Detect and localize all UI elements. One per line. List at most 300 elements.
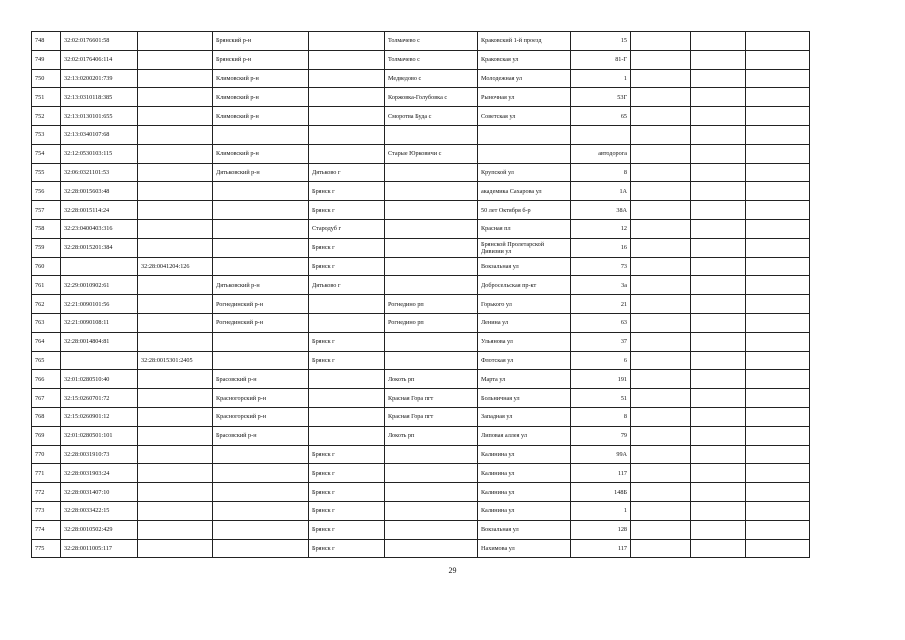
street-cell: Калинина ул [478, 445, 571, 464]
cadastral-number-alt-cell [138, 520, 213, 539]
street-cell: Марта ул [478, 370, 571, 389]
district-cell [213, 483, 309, 502]
cadastral-number-alt-cell [138, 125, 213, 144]
locality-cell [385, 182, 478, 201]
district-cell: Дятьковский р-н [213, 276, 309, 295]
table-row [32, 276, 876, 295]
row-number-cell: 755 [32, 163, 61, 182]
cadastral-number-cell: 32:06:0321101:53 [61, 163, 138, 182]
table-row [32, 295, 876, 314]
district-cell [213, 520, 309, 539]
extra-cell-3 [746, 426, 810, 445]
house-number-cell: 191 [571, 370, 631, 389]
house-number-cell: 99А [571, 445, 631, 464]
locality-cell [385, 201, 478, 220]
locality-cell [385, 332, 478, 351]
extra-cell-3 [746, 332, 810, 351]
table-row [32, 238, 876, 257]
extra-cell-3 [746, 276, 810, 295]
locality-cell: Толмачево с [385, 50, 478, 69]
extra-cell-3 [746, 50, 810, 69]
house-number-cell: 37 [571, 332, 631, 351]
extra-cell-3 [746, 257, 810, 276]
cadastral-number-cell: 32:28:0031903:24 [61, 464, 138, 483]
extra-cell-1 [631, 238, 691, 257]
table-row [32, 520, 876, 539]
extra-cell-2 [691, 295, 746, 314]
extra-cell-1 [631, 520, 691, 539]
cadastral-number-cell: 32:28:0015114:24 [61, 201, 138, 220]
extra-cell-1 [631, 107, 691, 126]
district-cell: Красногорский р-н [213, 407, 309, 426]
row-number-cell: 770 [32, 445, 61, 464]
extra-cell-3 [746, 370, 810, 389]
extra-cell-1 [631, 257, 691, 276]
district-cell [213, 201, 309, 220]
cadastral-number-alt-cell [138, 219, 213, 238]
cadastral-number-cell: 32:28:0010502:429 [61, 520, 138, 539]
house-number-cell: 128 [571, 520, 631, 539]
extra-cell-2 [691, 426, 746, 445]
house-number-cell: 73 [571, 257, 631, 276]
locality-cell [385, 351, 478, 370]
extra-cell-2 [691, 370, 746, 389]
locality-cell [385, 464, 478, 483]
street-cell: Краковская ул [478, 50, 571, 69]
city-cell [309, 144, 385, 163]
locality-cell: Красная Гора пгт [385, 389, 478, 408]
district-cell [213, 125, 309, 144]
house-number-cell: 81-Г [571, 50, 631, 69]
extra-cell-3 [746, 201, 810, 220]
extra-cell-3 [746, 219, 810, 238]
extra-cell-2 [691, 50, 746, 69]
extra-cell-1 [631, 182, 691, 201]
extra-cell-3 [746, 483, 810, 502]
city-cell: Брянск г [309, 483, 385, 502]
extra-cell-1 [631, 144, 691, 163]
extra-cell-2 [691, 520, 746, 539]
street-cell: Крупской ул [478, 163, 571, 182]
extra-cell-1 [631, 370, 691, 389]
extra-cell-2 [691, 88, 746, 107]
street-cell: Вокзальная ул [478, 520, 571, 539]
extra-cell-3 [746, 107, 810, 126]
district-cell: Брянский р-н [213, 32, 309, 51]
row-number-cell: 748 [32, 32, 61, 51]
table-row [32, 389, 876, 408]
city-cell: Брянск г [309, 445, 385, 464]
district-cell: Брасовский р-н [213, 426, 309, 445]
cadastral-number-alt-cell [138, 182, 213, 201]
cadastral-number-cell: 32:21:0090101:56 [61, 295, 138, 314]
extra-cell-2 [691, 313, 746, 332]
extra-cell-3 [746, 238, 810, 257]
extra-cell-1 [631, 50, 691, 69]
extra-cell-1 [631, 464, 691, 483]
table-row [32, 182, 876, 201]
house-number-cell: 16 [571, 238, 631, 257]
row-number-cell: 768 [32, 407, 61, 426]
locality-cell: Коржовка-Голубовка с [385, 88, 478, 107]
row-number-cell: 772 [32, 483, 61, 502]
extra-cell-2 [691, 539, 746, 558]
table-row [32, 257, 876, 276]
extra-cell-1 [631, 201, 691, 220]
locality-cell [385, 483, 478, 502]
house-number-cell: 65 [571, 107, 631, 126]
district-cell: Рогнединский р-н [213, 313, 309, 332]
house-number-cell: 53Г [571, 88, 631, 107]
cadastral-number-alt-cell [138, 332, 213, 351]
extra-cell-2 [691, 257, 746, 276]
row-number-cell: 757 [32, 201, 61, 220]
cadastral-number-alt-cell [138, 539, 213, 558]
row-number-cell: 756 [32, 182, 61, 201]
row-number-cell: 763 [32, 313, 61, 332]
locality-cell [385, 238, 478, 257]
table-row [32, 351, 876, 370]
row-number-cell: 775 [32, 539, 61, 558]
district-cell: Рогнединский р-н [213, 295, 309, 314]
row-number-cell: 764 [32, 332, 61, 351]
city-cell [309, 389, 385, 408]
city-cell: Брянск г [309, 351, 385, 370]
district-cell [213, 182, 309, 201]
table-row [32, 88, 876, 107]
street-cell: Нахимова ул [478, 539, 571, 558]
extra-cell-2 [691, 125, 746, 144]
street-cell: академика Сахарова ул [478, 182, 571, 201]
extra-cell-3 [746, 295, 810, 314]
house-number-cell: 63 [571, 313, 631, 332]
register-table [31, 31, 876, 558]
extra-cell-1 [631, 69, 691, 88]
table-row [32, 539, 876, 558]
extra-cell-1 [631, 407, 691, 426]
city-cell [309, 88, 385, 107]
extra-cell-3 [746, 389, 810, 408]
extra-cell-3 [746, 520, 810, 539]
city-cell: Брянск г [309, 520, 385, 539]
street-cell: Добросельская пр-кт [478, 276, 571, 295]
cadastral-number-alt-cell [138, 238, 213, 257]
district-cell: Климовский р-н [213, 107, 309, 126]
row-number-cell: 754 [32, 144, 61, 163]
city-cell: Дятьково г [309, 276, 385, 295]
extra-cell-2 [691, 407, 746, 426]
locality-cell: Рогнедино рп [385, 313, 478, 332]
row-number-cell: 765 [32, 351, 61, 370]
district-cell: Красногорский р-н [213, 389, 309, 408]
city-cell: Стародуб г [309, 219, 385, 238]
cadastral-number-alt-cell [138, 201, 213, 220]
row-number-cell: 773 [32, 501, 61, 520]
cadastral-number-alt-cell: 32:28:0041204:126 [138, 257, 213, 276]
street-cell: Вокзальная ул [478, 257, 571, 276]
cadastral-number-alt-cell [138, 32, 213, 51]
locality-cell: Старые Юрковичи с [385, 144, 478, 163]
locality-cell: Медведово с [385, 69, 478, 88]
row-number-cell: 750 [32, 69, 61, 88]
city-cell [309, 313, 385, 332]
row-number-cell: 760 [32, 257, 61, 276]
extra-cell-1 [631, 276, 691, 295]
cadastral-number-cell: 32:28:0033422:15 [61, 501, 138, 520]
extra-cell-1 [631, 313, 691, 332]
cadastral-number-cell: 32:13:0310118:385 [61, 88, 138, 107]
city-cell [309, 69, 385, 88]
extra-cell-1 [631, 332, 691, 351]
street-cell: Молодежная ул [478, 69, 571, 88]
extra-cell-1 [631, 501, 691, 520]
cadastral-number-cell: 32:12:0530103:115 [61, 144, 138, 163]
cadastral-number-alt-cell [138, 464, 213, 483]
street-cell: Калинина ул [478, 483, 571, 502]
page-number: 29 [448, 566, 457, 575]
extra-cell-3 [746, 69, 810, 88]
extra-cell-3 [746, 182, 810, 201]
extra-cell-3 [746, 125, 810, 144]
row-number-cell: 753 [32, 125, 61, 144]
row-number-cell: 758 [32, 219, 61, 238]
extra-cell-1 [631, 32, 691, 51]
extra-cell-3 [746, 445, 810, 464]
house-number-cell: 51 [571, 389, 631, 408]
house-number-cell: 8 [571, 407, 631, 426]
table-row [32, 370, 876, 389]
table-row [32, 107, 876, 126]
table-row [32, 313, 876, 332]
extra-cell-2 [691, 351, 746, 370]
row-number-cell: 771 [32, 464, 61, 483]
table-body [32, 32, 876, 558]
locality-cell [385, 539, 478, 558]
cadastral-number-alt-cell [138, 313, 213, 332]
street-cell: Флотская ул [478, 351, 571, 370]
locality-cell: Локоть рп [385, 426, 478, 445]
street-cell: Калинина ул [478, 464, 571, 483]
extra-cell-3 [746, 313, 810, 332]
district-cell: Брянский р-н [213, 50, 309, 69]
table-row [32, 407, 876, 426]
cadastral-number-alt-cell [138, 69, 213, 88]
table-row [32, 144, 876, 163]
cadastral-number-alt-cell [138, 426, 213, 445]
house-number-cell: 148Б [571, 483, 631, 502]
row-number-cell: 749 [32, 50, 61, 69]
street-cell: Горького ул [478, 295, 571, 314]
house-number-cell: 6 [571, 351, 631, 370]
street-cell: Советская ул [478, 107, 571, 126]
extra-cell-3 [746, 32, 810, 51]
extra-cell-2 [691, 32, 746, 51]
table-row [32, 69, 876, 88]
cadastral-number-alt-cell [138, 370, 213, 389]
district-cell [213, 445, 309, 464]
street-cell: Брянской Пролетарской Дивизии ул [478, 238, 571, 257]
district-cell [213, 257, 309, 276]
extra-cell-1 [631, 125, 691, 144]
extra-cell-2 [691, 276, 746, 295]
extra-cell-3 [746, 501, 810, 520]
district-cell [213, 464, 309, 483]
extra-cell-3 [746, 539, 810, 558]
house-number-cell: 1А [571, 182, 631, 201]
extra-cell-1 [631, 163, 691, 182]
extra-cell-2 [691, 69, 746, 88]
table-row [32, 163, 876, 182]
city-cell: Брянск г [309, 539, 385, 558]
cadastral-number-alt-cell [138, 295, 213, 314]
house-number-cell: 1 [571, 69, 631, 88]
city-cell [309, 295, 385, 314]
row-number-cell: 769 [32, 426, 61, 445]
city-cell: Брянск г [309, 238, 385, 257]
row-number-cell: 752 [32, 107, 61, 126]
locality-cell [385, 257, 478, 276]
house-number-cell: 117 [571, 464, 631, 483]
cadastral-number-alt-cell [138, 144, 213, 163]
extra-cell-1 [631, 219, 691, 238]
table-row [32, 464, 876, 483]
city-cell [309, 426, 385, 445]
house-number-cell: 79 [571, 426, 631, 445]
table-row [32, 501, 876, 520]
extra-cell-2 [691, 501, 746, 520]
table-row [32, 445, 876, 464]
cadastral-number-cell: 32:13:0130101:655 [61, 107, 138, 126]
street-cell: Калинина ул [478, 501, 571, 520]
street-cell: Ленина ул [478, 313, 571, 332]
extra-cell-1 [631, 426, 691, 445]
house-number-cell [571, 125, 631, 144]
locality-cell: Рогнедино рп [385, 295, 478, 314]
cadastral-number-cell: 32:28:0031910:73 [61, 445, 138, 464]
extra-cell-2 [691, 445, 746, 464]
district-cell [213, 351, 309, 370]
cadastral-number-cell: 32:28:0015201:384 [61, 238, 138, 257]
cadastral-number-cell: 32:13:0340107:68 [61, 125, 138, 144]
house-number-cell: 38А [571, 201, 631, 220]
house-number-cell: 15 [571, 32, 631, 51]
house-number-cell: 12 [571, 219, 631, 238]
cadastral-number-cell: 32:28:0011005:117 [61, 539, 138, 558]
district-cell: Климовский р-н [213, 88, 309, 107]
extra-cell-3 [746, 464, 810, 483]
cadastral-number-alt-cell [138, 276, 213, 295]
table-row [32, 125, 876, 144]
district-cell [213, 501, 309, 520]
city-cell: Брянск г [309, 332, 385, 351]
row-number-cell: 751 [32, 88, 61, 107]
extra-cell-2 [691, 238, 746, 257]
cadastral-number-alt-cell [138, 88, 213, 107]
locality-cell: Толмачево с [385, 32, 478, 51]
cadastral-number-cell: 32:15:0260901:12 [61, 407, 138, 426]
locality-cell [385, 520, 478, 539]
cadastral-number-cell: 32:13:0200201:739 [61, 69, 138, 88]
house-number-cell: 117 [571, 539, 631, 558]
house-number-cell: 8 [571, 163, 631, 182]
extra-cell-3 [746, 351, 810, 370]
cadastral-number-cell [61, 351, 138, 370]
district-cell: Дятьковский р-н [213, 163, 309, 182]
cadastral-number-cell: 32:02:0176601:58 [61, 32, 138, 51]
cadastral-number-cell: 32:02:0176406:114 [61, 50, 138, 69]
extra-cell-2 [691, 219, 746, 238]
row-number-cell: 774 [32, 520, 61, 539]
city-cell [309, 50, 385, 69]
extra-cell-3 [746, 88, 810, 107]
extra-cell-2 [691, 483, 746, 502]
extra-cell-2 [691, 107, 746, 126]
street-cell [478, 125, 571, 144]
cadastral-number-alt-cell [138, 163, 213, 182]
row-number-cell: 767 [32, 389, 61, 408]
table-row [32, 219, 876, 238]
district-cell [213, 332, 309, 351]
extra-cell-1 [631, 351, 691, 370]
cadastral-number-cell [61, 257, 138, 276]
extra-cell-1 [631, 389, 691, 408]
row-number-cell: 766 [32, 370, 61, 389]
cadastral-number-cell: 32:01:0280501:101 [61, 426, 138, 445]
street-cell: 50 лет Октября б-р [478, 201, 571, 220]
street-cell: Краковский 1-й проезд [478, 32, 571, 51]
district-cell: Брасовский р-н [213, 370, 309, 389]
district-cell [213, 219, 309, 238]
locality-cell [385, 125, 478, 144]
table-row [32, 32, 876, 51]
extra-cell-1 [631, 483, 691, 502]
extra-cell-1 [631, 539, 691, 558]
extra-cell-2 [691, 163, 746, 182]
locality-cell [385, 445, 478, 464]
cadastral-number-alt-cell [138, 389, 213, 408]
extra-cell-3 [746, 407, 810, 426]
cadastral-number-cell: 32:28:0015603:48 [61, 182, 138, 201]
extra-cell-2 [691, 464, 746, 483]
table-row [32, 50, 876, 69]
extra-cell-2 [691, 182, 746, 201]
cadastral-number-cell: 32:29:0010902:61 [61, 276, 138, 295]
city-cell: Брянск г [309, 257, 385, 276]
table-row [32, 426, 876, 445]
locality-cell [385, 163, 478, 182]
locality-cell: Локоть рп [385, 370, 478, 389]
extra-cell-3 [746, 163, 810, 182]
cadastral-number-alt-cell [138, 407, 213, 426]
cadastral-number-alt-cell [138, 501, 213, 520]
extra-cell-2 [691, 332, 746, 351]
extra-cell-2 [691, 201, 746, 220]
locality-cell: Сморотва Буда с [385, 107, 478, 126]
extra-cell-1 [631, 445, 691, 464]
locality-cell [385, 219, 478, 238]
city-cell [309, 32, 385, 51]
cadastral-number-alt-cell: 32:28:0015301:2405 [138, 351, 213, 370]
cadastral-number-cell: 32:15:0260701:72 [61, 389, 138, 408]
city-cell [309, 107, 385, 126]
table-row [32, 483, 876, 502]
row-number-cell: 759 [32, 238, 61, 257]
city-cell: Брянск г [309, 201, 385, 220]
street-cell [478, 144, 571, 163]
cadastral-number-cell: 32:23:0400403:316 [61, 219, 138, 238]
table-row [32, 201, 876, 220]
street-cell: Липовая аллея ул [478, 426, 571, 445]
